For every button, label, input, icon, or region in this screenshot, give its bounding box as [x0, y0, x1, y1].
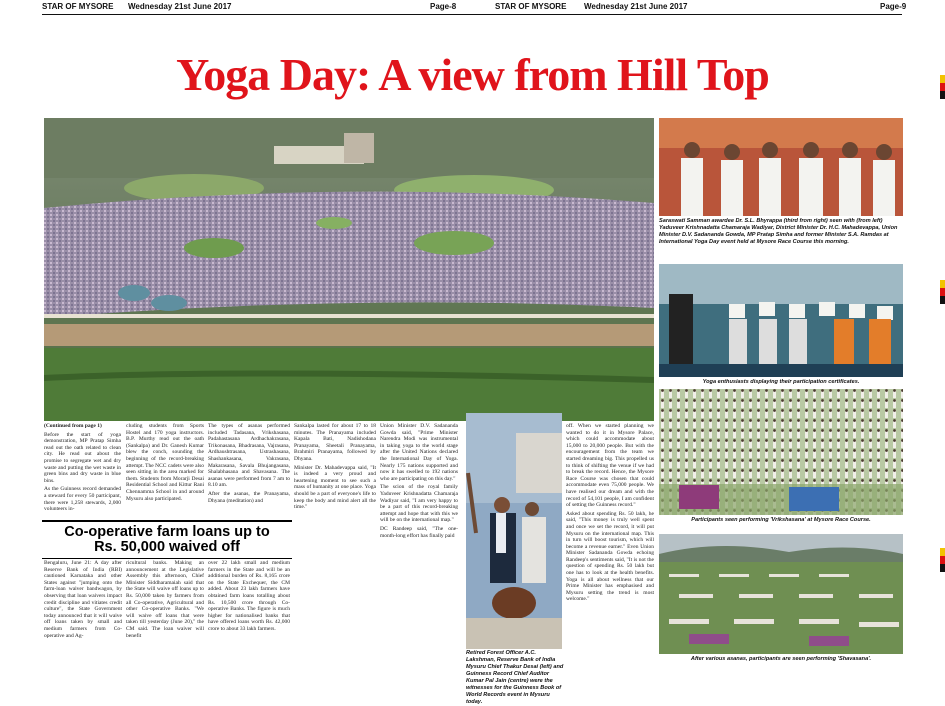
side-bar-yellow	[940, 75, 945, 83]
masthead-left-page: Page-8	[430, 2, 457, 11]
farm-loan-title-line-1: Co-operative farm loans up to	[64, 524, 270, 540]
shavasana-caption: After various asanas, participants are seen performing 'Shavasana'.	[690, 656, 872, 662]
article-paragraph: Union Minister D.V. Sadananda Gowda said, "Prime Minister Narendra Modi was instrumental in taking yoga to the world stage after the United Nations declared the International Day of Yoga. Nearly 175 nations supported and now it has swelled to 192 nations who are participating on this day."	[380, 423, 458, 482]
article-paragraph: As the Guinness record demanded a steward for every 50 participant, there were 1,258 stewards, 2,000 volunteers in-	[44, 486, 121, 513]
page-headline: Yoga Day: A view from Hill Top	[176, 49, 769, 100]
vrikshasana-caption: Participants seen performing 'Vrikshasana' at Mysore Race Course.	[691, 517, 871, 523]
article-column-1	[44, 423, 121, 515]
article-paragraph: cluding students from Sports Hostel and 170 yoga instructors. B.P. Murthy read out the oath (Sankalpa) and Dr. Ganesh Kumar blew the conch, sounding the beginning of the record-breaking attempt. The NCC cadets were also seen sitting in the area marked for them. Students from Morarji Desai Residential School and Kittur Rani Chennamma School in and around Mysuru also participated.	[126, 423, 204, 502]
article-paragraph: Minister Dr. Mahadevappa said, "It is indeed a very proud and heartening moment to see such a mass of humanity at one place. Yoga should be a part of everyone's life to keep the body and mind alert all the time."	[294, 464, 376, 511]
article-column-2	[126, 423, 204, 504]
dignitaries-caption: Saraswati Samman awardee Dr. S.L. Bhyrappa (third from right) seen with (from left) Yaduveer Krishnadatta Chamaraja Wadiyar, District Minister Dr. H.C. Mahadevappa, Union Minister D.V. Sadananda Gowda, MP Pratap Simha and former Minister S.A. Ramdas at International Yoga Day event held at Mysore Race Course this morning.	[659, 218, 898, 245]
article-column-4	[294, 423, 376, 513]
officials-caption: Retired Forest Officer A.C. Lakshman, Reserve Bank of India Mysuru Chief Thakur Desai (left) and Guinness Record Chief Auditor Kumar Pal Jain (centre) were the witnesses for the Guinness Book of World Records event in Mysuru today.	[466, 650, 564, 705]
article-paragraph: DC Randeep said, "The one-month-long effort has finally paid	[380, 525, 458, 539]
farm-loan-column-2: ricultural banks. Making an announcement at the Legislative Assembly this afternoon, Chief Minister Siddharamaiah said that the State will waive off loans up to Rs. 50,000 taken by farmers from all Co-operative, Agricultural and other Co-operative Banks. "We will waive off loans that were taken till yesterday (June 20)," the CM said. The loan waiver will benefit	[126, 560, 204, 639]
vrikshasana-photo	[659, 389, 903, 515]
article-paragraph: Asked about spending Rs. 50 lakh, he said, "This money is truly well spent and once we set the record, it will put Mysuru on the international map. This in turn will boost tourism, which will become a revenue earner." Even Union Minister Sadananda Gowda echoing Randeep's sentiments said, "It is not the question of spending Rs. 50 lakh but one has to look at the health benefits. Yoga is all about wellness that our Prime Minister has emphasised and Mysuru setting the trend is most welcome."	[566, 510, 654, 603]
article-paragraph: off. When we started planning we wanted to do it in Mysore Palace, which could accommodate about 15,000 to 20,000 people. But with the encouragement from the team we started dreaming big. This propelled us to think of shifting the venue if we had to break the record. Hence, the Mysore Race Course was chosen that could accommodate even 75,000 people. We have realised our dream and with the record of 54,101 people, I am confident of setting the Guinness record."	[566, 423, 654, 509]
article-paragraph: After the asanas, the Pranayama, Dhyana (meditation) and	[208, 490, 290, 504]
side-bar-yellow-2	[940, 280, 945, 288]
article-paragraph: Sankalpa lasted for about 17 to 18 minutes. The Pranayama included Kapala Bati, Nadishodana Pranayama, Sheetali Pranayama, Brahmiri Pranayama, followed by Dhyana.	[294, 423, 376, 462]
farm-loan-column-3: over 22 lakh small and medium farmers in the State and will be an additional burden of Rs. 8,165 crore on the State Exchequer, the CM added. About 23 lakh farmers have obtained farm loans totalling about Rs. 10,500 crore through Co-operative Banks. The figure is much higher for nationalised banks that have offered loans worth Rs. 42,000 crore to about 33 lakh farmers.	[208, 560, 290, 632]
side-bar-black-3	[940, 564, 945, 572]
masthead-right-date: Wednesday 21st June 2017	[584, 2, 688, 11]
farm-loan-column-1: Bengaluru, June 21: A day after Reserve Bank of India (RBI) cautioned Karnataka and other States against "jumping onto the farm-loan waiver bandwagon, by observing that loan waivers impact credit discipline and vitiates credit culture", the State Government today announced that it will waive off loans taken by small and medium farmers from Co-operative and Ag-	[44, 560, 122, 639]
masthead-right-name: STAR OF MYSORE	[495, 2, 567, 11]
masthead-left-name: STAR OF MYSORE	[42, 2, 114, 11]
article-column-5	[380, 423, 458, 541]
officials-photo	[466, 413, 562, 649]
side-bar-red-3	[940, 556, 945, 564]
side-bar-red	[940, 83, 945, 91]
masthead-rule	[42, 14, 902, 15]
continued-note: (Continued from page 1)	[44, 423, 102, 429]
farm-loan-title-line-2: Rs. 50,000 waived off	[94, 539, 240, 555]
side-bar-black-2	[940, 296, 945, 304]
masthead-left-date: Wednesday 21st June 2017	[128, 2, 232, 11]
aerial-race-course-photo	[44, 118, 654, 421]
side-bar-black	[940, 91, 945, 99]
masthead-right-page: Page-9	[880, 2, 907, 11]
article-paragraph: The types of asanas performed included Tadasana, Vrikshasana, Padahastasana Ardhachakrasana, Trikonasana, Bhadrasana, Vajrasana, Ardhaushtrasana, Ustrashasana, Shashankasana, Vakrasana, Makarasana, Savala Bhujangasana, Shalabhasana and Shavasana. The asanas were performed from 7 am to 8.10 am.	[208, 423, 290, 489]
shavasana-photo	[659, 534, 903, 654]
certificates-caption: Yoga enthusiasts displaying their participation certificates.	[702, 379, 860, 385]
article-column-6	[566, 423, 654, 605]
side-bar-yellow-3	[940, 548, 945, 556]
article-column-3	[208, 423, 290, 506]
article-paragraph: Before the start of yoga demonstration, MP Pratap Simha read out the oath related to clean city. He read out about the promise to segregate wet and dry waste and putting the wet waste in green bins and dry waste in blue bins.	[44, 431, 121, 484]
side-bar-red-2	[940, 288, 945, 296]
farm-loan-title-block	[42, 520, 292, 559]
article-paragraph: The scion of the royal family Yaduveer Krishnadatta Chamaraja Wadiyar said, "I am very happy to be a part of this record-breaking attempt and hope that with this we will be on the international map."	[380, 484, 458, 524]
certificates-photo	[659, 264, 903, 377]
dignitaries-photo	[659, 118, 903, 216]
